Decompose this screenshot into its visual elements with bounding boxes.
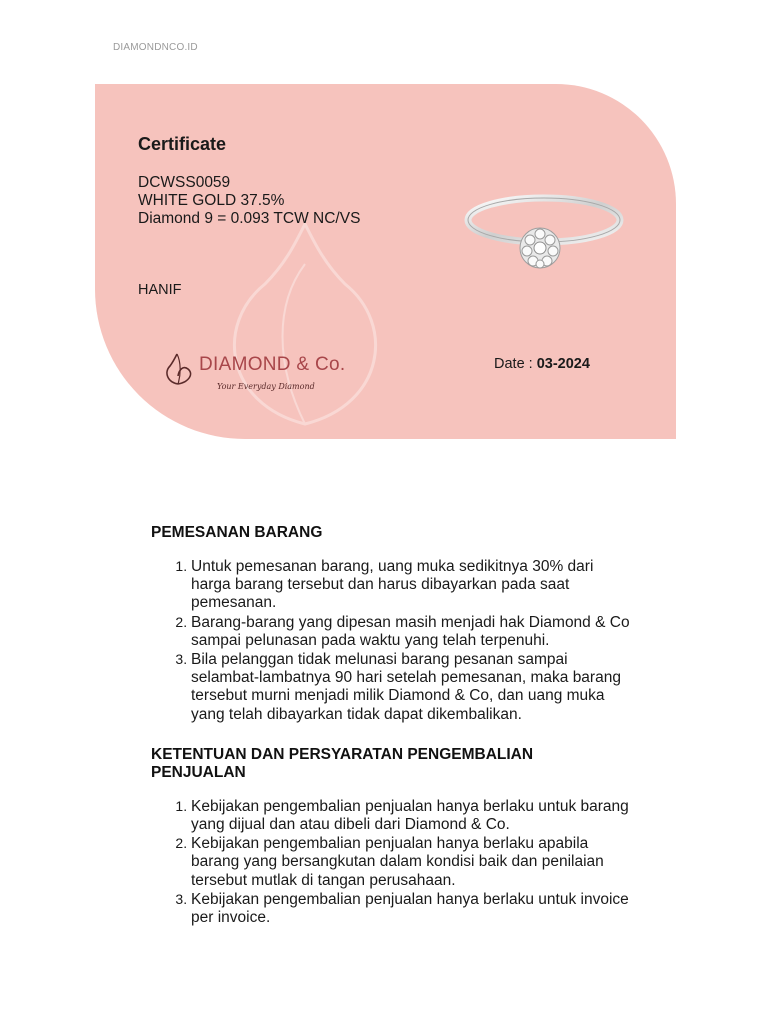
- butterfly-logo-icon: [161, 352, 197, 388]
- ordering-terms-list: [151, 557, 631, 724]
- brand-tagline: Your Everyday Diamond: [217, 382, 315, 391]
- product-material: WHITE GOLD 37.5%: [138, 192, 285, 209]
- section-title-ordering: PEMESANAN BARANG: [151, 524, 323, 541]
- owner-name: HANIF: [138, 282, 182, 298]
- certificate-card: [95, 84, 676, 439]
- list-item: 1. Kebijakan pengembalian penjualan hanya berlaku untuk barang yang dijual dan atau dibeli dari Diamond & Co.: [191, 797, 631, 834]
- returns-terms-list: [151, 797, 631, 927]
- certificate-date: [494, 356, 590, 372]
- product-code: DCWSS0059: [138, 174, 231, 191]
- site-domain-label: DIAMONDNCO.ID: [113, 42, 198, 53]
- section-title-returns: KETENTUAN DAN PERSYARATAN PENGEMBALIAN PENJUALAN: [151, 745, 534, 781]
- watermark-logo: [205, 204, 405, 439]
- certificate-title: Certificate: [138, 134, 227, 154]
- brand-name: DIAMOND & Co.: [199, 354, 346, 375]
- list-item: 2. Barang-barang yang dipesan masih menjadi hak Diamond & Co sampai pelunasan pada waktu yang telah terpenuhi.: [191, 613, 631, 650]
- certificate-details: [138, 174, 360, 228]
- list-item: 3. Bila pelanggan tidak melunasi barang pesanan sampai selambat-lambatnya 90 hari setelah pemesanan, maka barang tersebut murni menjadi milik Diamond & Co, dan uang muka yang telah dibayarkan tidak dapat dikembalikan.: [191, 650, 631, 724]
- list-item: 2. Kebijakan pengembalian penjualan hanya berlaku apabila barang yang bersangkutan dalam kondisi baik dan penilaian tersebut mutlak di tangan perusahaan.: [191, 834, 631, 890]
- brand-logo: [161, 350, 361, 400]
- terms-content: [151, 524, 631, 949]
- date-value: 03-2024: [536, 356, 590, 372]
- list-item: 3. Kebijakan pengembalian penjualan hanya berlaku untuk invoice per invoice.: [191, 890, 631, 927]
- ring-image: [460, 184, 630, 284]
- diamond-spec: Diamond 9 = 0.093 TCW NC/VS: [138, 210, 361, 227]
- list-item: 1. Untuk pemesanan barang, uang muka sedikitnya 30% dari harga barang tersebut dan harus dibayarkan pada saat pemesanan.: [191, 557, 631, 613]
- date-label: Date :: [494, 356, 537, 372]
